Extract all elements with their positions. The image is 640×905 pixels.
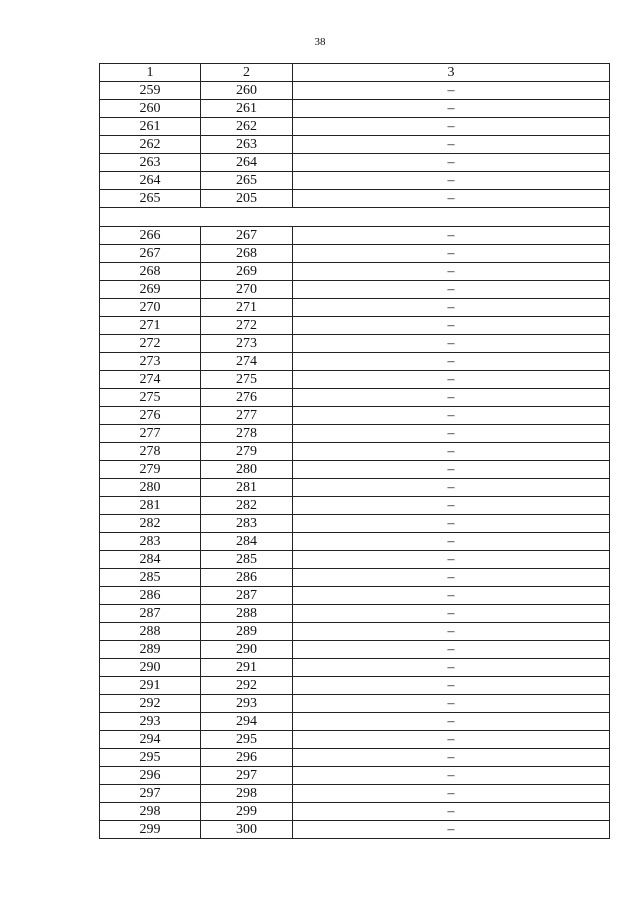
- table-cell: –: [293, 407, 610, 425]
- table-row: [100, 605, 610, 623]
- table-cell: 263: [100, 154, 201, 172]
- table-row: [100, 533, 610, 551]
- table-cell: 296: [100, 767, 201, 785]
- table-cell: –: [293, 154, 610, 172]
- table-row: [100, 263, 610, 281]
- table-cell: 277: [201, 407, 293, 425]
- section-break-cell: [100, 208, 610, 227]
- table-cell: –: [293, 767, 610, 785]
- table-row: [100, 425, 610, 443]
- table-cell: –: [293, 785, 610, 803]
- table-cell: –: [293, 100, 610, 118]
- table-cell: 273: [201, 335, 293, 353]
- table-cell: 290: [201, 641, 293, 659]
- table-cell: –: [293, 263, 610, 281]
- table-cell: –: [293, 641, 610, 659]
- table-cell: 262: [201, 118, 293, 136]
- table-cell: –: [293, 713, 610, 731]
- table-cell: 288: [201, 605, 293, 623]
- table-cell: 285: [100, 569, 201, 587]
- header-row: [100, 64, 610, 82]
- table-cell: 271: [100, 317, 201, 335]
- table-cell: –: [293, 803, 610, 821]
- table-cell: 273: [100, 353, 201, 371]
- table-cell: 288: [100, 623, 201, 641]
- table-cell: 292: [201, 677, 293, 695]
- table-cell: –: [293, 677, 610, 695]
- table-cell: 287: [201, 587, 293, 605]
- table-row: [100, 461, 610, 479]
- table-row: [100, 749, 610, 767]
- table-cell: 299: [100, 821, 201, 839]
- table-row: [100, 389, 610, 407]
- table-cell: 293: [100, 713, 201, 731]
- table-row: [100, 515, 610, 533]
- table-cell: 276: [201, 389, 293, 407]
- table-row: [100, 371, 610, 389]
- table-row: [100, 190, 610, 208]
- table-cell: 284: [100, 551, 201, 569]
- table-cell: 264: [100, 172, 201, 190]
- table-cell: –: [293, 281, 610, 299]
- table-cell: –: [293, 317, 610, 335]
- table-row: [100, 227, 610, 245]
- table-row: [100, 154, 610, 172]
- table-cell: 260: [201, 82, 293, 100]
- table-body: [100, 64, 610, 839]
- table-cell: –: [293, 821, 610, 839]
- table-cell: 297: [201, 767, 293, 785]
- table-cell: 281: [201, 479, 293, 497]
- table-row: [100, 100, 610, 118]
- table-row: [100, 713, 610, 731]
- table-row: [100, 407, 610, 425]
- table-cell: 290: [100, 659, 201, 677]
- table-cell: –: [293, 245, 610, 263]
- table-cell: 271: [201, 299, 293, 317]
- table-row: [100, 335, 610, 353]
- table-cell: –: [293, 587, 610, 605]
- table-row: [100, 497, 610, 515]
- table-row: [100, 118, 610, 136]
- table-cell: 281: [100, 497, 201, 515]
- table-cell: –: [293, 515, 610, 533]
- table-cell: –: [293, 731, 610, 749]
- table-cell: 295: [100, 749, 201, 767]
- table-cell: 286: [100, 587, 201, 605]
- table-row: [100, 569, 610, 587]
- table-cell: 284: [201, 533, 293, 551]
- table-cell: 278: [201, 425, 293, 443]
- table-cell: 262: [100, 136, 201, 154]
- table-cell: 265: [100, 190, 201, 208]
- table-cell: 277: [100, 425, 201, 443]
- table-cell: 296: [201, 749, 293, 767]
- table-cell: –: [293, 623, 610, 641]
- table-cell: 291: [201, 659, 293, 677]
- table-cell: 294: [201, 713, 293, 731]
- table-cell: 276: [100, 407, 201, 425]
- table-cell: 292: [100, 695, 201, 713]
- table-cell: –: [293, 749, 610, 767]
- table-cell: 263: [201, 136, 293, 154]
- table-cell: –: [293, 190, 610, 208]
- table-cell: 298: [100, 803, 201, 821]
- table-cell: –: [293, 605, 610, 623]
- table-cell: –: [293, 659, 610, 677]
- table-cell: 272: [100, 335, 201, 353]
- table-row: [100, 623, 610, 641]
- table-cell: 282: [201, 497, 293, 515]
- table-cell: 272: [201, 317, 293, 335]
- table-cell: 270: [100, 299, 201, 317]
- table-cell: 289: [201, 623, 293, 641]
- table-cell: –: [293, 443, 610, 461]
- table-cell: –: [293, 533, 610, 551]
- table-cell: 266: [100, 227, 201, 245]
- table-cell: 298: [201, 785, 293, 803]
- table-cell: –: [293, 118, 610, 136]
- section-break-row: [100, 208, 610, 227]
- table-cell: –: [293, 227, 610, 245]
- table-row: [100, 299, 610, 317]
- table-cell: –: [293, 497, 610, 515]
- table-cell: 285: [201, 551, 293, 569]
- table-cell: 291: [100, 677, 201, 695]
- table-row: [100, 479, 610, 497]
- table-cell: 299: [201, 803, 293, 821]
- table-cell: 267: [201, 227, 293, 245]
- table-cell: –: [293, 695, 610, 713]
- table-cell: 274: [201, 353, 293, 371]
- table-cell: –: [293, 479, 610, 497]
- table-cell: 274: [100, 371, 201, 389]
- table-cell: 283: [201, 515, 293, 533]
- table-cell: –: [293, 551, 610, 569]
- table-cell: 295: [201, 731, 293, 749]
- table-cell: 275: [100, 389, 201, 407]
- table-row: [100, 245, 610, 263]
- table-cell: 280: [201, 461, 293, 479]
- table-cell: 268: [100, 263, 201, 281]
- table-cell: 260: [100, 100, 201, 118]
- page-number: 38: [314, 36, 326, 48]
- table-row: [100, 82, 610, 100]
- table-row: [100, 803, 610, 821]
- table-cell: –: [293, 371, 610, 389]
- table-row: [100, 136, 610, 154]
- table-cell: 294: [100, 731, 201, 749]
- table-cell: 270: [201, 281, 293, 299]
- table-row: [100, 551, 610, 569]
- table-cell: –: [293, 353, 610, 371]
- table-cell: 205: [201, 190, 293, 208]
- table-cell: –: [293, 299, 610, 317]
- header-cell: 2: [201, 64, 293, 82]
- table-cell: –: [293, 335, 610, 353]
- table-cell: 267: [100, 245, 201, 263]
- table-cell: –: [293, 82, 610, 100]
- table-cell: 269: [201, 263, 293, 281]
- header-cell: 1: [100, 64, 201, 82]
- table-row: [100, 785, 610, 803]
- data-table: [99, 63, 610, 839]
- table-cell: –: [293, 172, 610, 190]
- table-cell: 282: [100, 515, 201, 533]
- table-row: [100, 641, 610, 659]
- table-cell: –: [293, 461, 610, 479]
- table-row: [100, 677, 610, 695]
- table-cell: 289: [100, 641, 201, 659]
- table-cell: 300: [201, 821, 293, 839]
- table-cell: –: [293, 569, 610, 587]
- table-row: [100, 172, 610, 190]
- table-cell: –: [293, 136, 610, 154]
- table-cell: 275: [201, 371, 293, 389]
- table-cell: 297: [100, 785, 201, 803]
- table-cell: 264: [201, 154, 293, 172]
- table-cell: 286: [201, 569, 293, 587]
- table-cell: 261: [201, 100, 293, 118]
- table-row: [100, 587, 610, 605]
- table-row: [100, 317, 610, 335]
- table-row: [100, 767, 610, 785]
- table-cell: 293: [201, 695, 293, 713]
- table-cell: 280: [100, 479, 201, 497]
- header-cell: 3: [293, 64, 610, 82]
- table-cell: 265: [201, 172, 293, 190]
- table-cell: 279: [201, 443, 293, 461]
- table-cell: 259: [100, 82, 201, 100]
- table-row: [100, 443, 610, 461]
- table-cell: 268: [201, 245, 293, 263]
- table-row: [100, 659, 610, 677]
- table-cell: –: [293, 425, 610, 443]
- table-cell: 269: [100, 281, 201, 299]
- table-cell: 283: [100, 533, 201, 551]
- table-row: [100, 695, 610, 713]
- table-cell: 287: [100, 605, 201, 623]
- table-cell: –: [293, 389, 610, 407]
- table-row: [100, 821, 610, 839]
- table-row: [100, 281, 610, 299]
- table-row: [100, 731, 610, 749]
- table-cell: 279: [100, 461, 201, 479]
- table-row: [100, 353, 610, 371]
- table-cell: 261: [100, 118, 201, 136]
- table-cell: 278: [100, 443, 201, 461]
